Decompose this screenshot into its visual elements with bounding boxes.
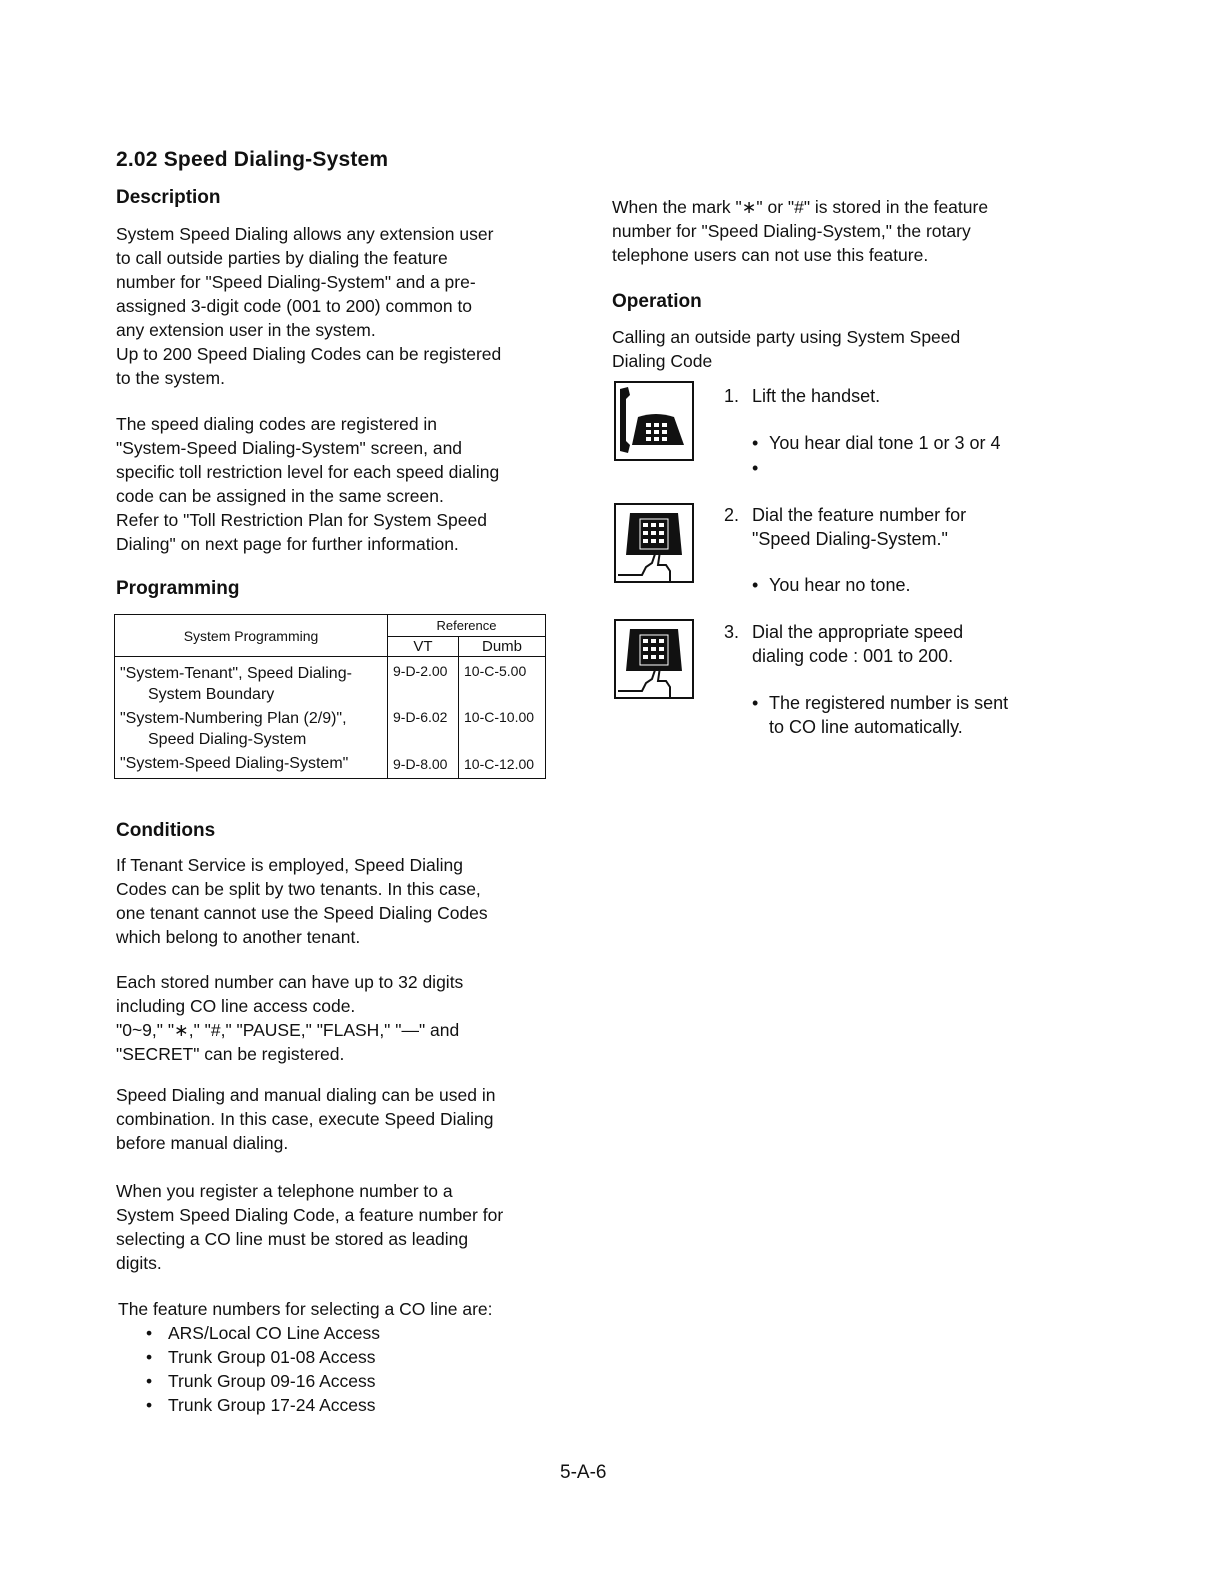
text-line: The speed dialing codes are registered in (116, 414, 438, 434)
header-vt: VT (388, 637, 459, 657)
list-item-label: Trunk Group 01-08 Access (168, 1347, 376, 1367)
text-line: Each stored number can have up to 32 digits (116, 972, 464, 992)
step-result-text: You hear dial tone 1 or 3 or 4 (769, 433, 1001, 453)
cell-line: "System-Numbering Plan (2/9)", (120, 709, 347, 727)
header-dumb: Dumb (459, 637, 546, 657)
text-line: Up to 200 Speed Dialing Codes can be registered (116, 344, 502, 364)
bullet-icon: • (146, 1323, 153, 1343)
step-number: 1. (724, 386, 740, 406)
text-line: System Speed Dialing allows any extension user (116, 224, 494, 244)
bullet-icon: • (146, 1371, 153, 1391)
text-line: to call outside parties by dialing the feature (116, 248, 448, 268)
text-line: "SECRET" can be registered. (116, 1044, 345, 1064)
text-line: Dialing Code (612, 351, 713, 371)
bullet-icon: • (146, 1395, 153, 1415)
list-item (146, 1345, 493, 1369)
text-line: When you register a telephone number to a (116, 1181, 453, 1201)
bullet-icon: • (146, 1347, 153, 1367)
step-1-result (752, 431, 1001, 455)
description-para-1 (116, 222, 501, 390)
step-1 (724, 384, 880, 408)
text-line: which belong to another tenant. (116, 927, 361, 947)
page-number: 5-A-6 (560, 1462, 607, 1483)
text-line: before manual dialing. (116, 1133, 289, 1153)
cell-line: System Boundary (148, 685, 275, 703)
text-line: digits. (116, 1253, 162, 1273)
step-result-text: You hear no tone. (769, 575, 911, 595)
table-row (115, 657, 546, 707)
text-line: If Tenant Service is employed, Speed Dialing (116, 855, 463, 875)
row-programming-cell: "System-Speed Dialing-System" (115, 751, 388, 779)
row-programming-cell (115, 707, 388, 751)
step-3-result (752, 691, 1008, 739)
bullet-icon: • (752, 458, 759, 478)
cell-line: Speed Dialing-System (148, 730, 307, 748)
programming-reference-table (114, 614, 546, 779)
text-line: telephone users can not use this feature. (612, 245, 929, 265)
conditions-para-1 (116, 853, 488, 949)
text-line: The feature numbers for selecting a CO line are: (118, 1299, 493, 1319)
list-item (146, 1369, 493, 1393)
step-3 (724, 620, 963, 668)
table-row (115, 751, 546, 779)
text-line: number for "Speed Dialing-System" and a pre- (116, 272, 476, 292)
text-line: code can be assigned in the same screen. (116, 486, 444, 506)
text-line: Dialing" on next page for further information. (116, 534, 459, 554)
bullet-icon: • (752, 575, 759, 595)
row-vt-cell: 9-D-6.02 (388, 707, 459, 751)
text-line: System Speed Dialing Code, a feature number for (116, 1205, 504, 1225)
text-line: any extension user in the system. (116, 320, 376, 340)
dial-keypad-icon (614, 619, 694, 699)
text-line: Codes can be split by two tenants. In this case, (116, 879, 481, 899)
step-2-result (752, 573, 910, 597)
conditions-heading: Conditions (116, 820, 216, 841)
table-row (115, 707, 546, 751)
header-reference: Reference (388, 615, 546, 637)
operation-intro (612, 325, 960, 373)
header-system-programming: System Programming (115, 615, 388, 657)
row-dumb-cell: 10-C-10.00 (459, 707, 546, 751)
programming-heading: Programming (116, 578, 240, 599)
step-text: dialing code : 001 to 200. (752, 646, 954, 666)
text-line: to the system. (116, 368, 225, 388)
cell-line: "System-Tenant", Speed Dialing- (120, 664, 352, 682)
text-line: Speed Dialing and manual dialing can be used in (116, 1085, 496, 1105)
list-item (146, 1321, 493, 1345)
step-text: "Speed Dialing-System." (752, 529, 948, 549)
step-text: Lift the handset. (752, 386, 881, 406)
row-programming-cell (115, 657, 388, 707)
description-para-2 (116, 412, 499, 556)
text-line: "0~9," "∗," "#," "PAUSE," "FLASH," "—" and (116, 1020, 460, 1040)
list-item-label: Trunk Group 09-16 Access (168, 1371, 376, 1391)
list-item-label: ARS/Local CO Line Access (168, 1323, 381, 1343)
handset-lift-icon (614, 381, 694, 461)
row-vt-cell: 9-D-8.00 (388, 751, 459, 779)
step-2 (724, 503, 966, 551)
list-item-label: Trunk Group 17-24 Access (168, 1395, 376, 1415)
row-vt-cell: 9-D-2.00 (388, 657, 459, 707)
conditions-para-2 (116, 970, 463, 1066)
dial-keypad-icon (614, 503, 694, 583)
text-line: Refer to "Toll Restriction Plan for System Speed (116, 510, 487, 530)
step-text: Dial the appropriate speed (752, 622, 964, 642)
step-text: Dial the feature number for (752, 505, 967, 525)
section-title: 2.02 Speed Dialing-System (116, 148, 389, 171)
row-dumb-cell: 10-C-12.00 (459, 751, 546, 779)
description-heading: Description (116, 187, 221, 208)
text-line: "System-Speed Dialing-System" screen, and (116, 438, 463, 458)
list-item (146, 1393, 493, 1417)
row-dumb-cell: 10-C-5.00 (459, 657, 546, 707)
text-line: including CO line access code. (116, 996, 356, 1016)
text-line: assigned 3-digit code (001 to 200) common to (116, 296, 473, 316)
step-number: 3. (724, 622, 740, 642)
text-line: Calling an outside party using System Speed (612, 327, 961, 347)
rotary-note (612, 195, 988, 267)
text-line: number for "Speed Dialing-System," the rotary (612, 221, 971, 241)
step-result-text: to CO line automatically. (769, 717, 963, 737)
text-line: specific toll restriction level for each speed dialing (116, 462, 500, 482)
operation-heading: Operation (612, 291, 702, 312)
bullet-icon: • (752, 693, 759, 713)
text-line: combination. In this case, execute Speed Dialing (116, 1109, 494, 1129)
step-result-text: The registered number is sent (769, 693, 1009, 713)
conditions-para-3 (116, 1083, 495, 1155)
conditions-para-4 (116, 1179, 503, 1275)
bullet-icon: • (752, 433, 759, 453)
text-line: one tenant cannot use the Speed Dialing Codes (116, 903, 488, 923)
text-line: When the mark "∗" or "#" is stored in the feature (612, 197, 989, 217)
step-number: 2. (724, 505, 740, 525)
conditions-para-5 (118, 1297, 493, 1417)
text-line: selecting a CO line must be stored as leading (116, 1229, 469, 1249)
